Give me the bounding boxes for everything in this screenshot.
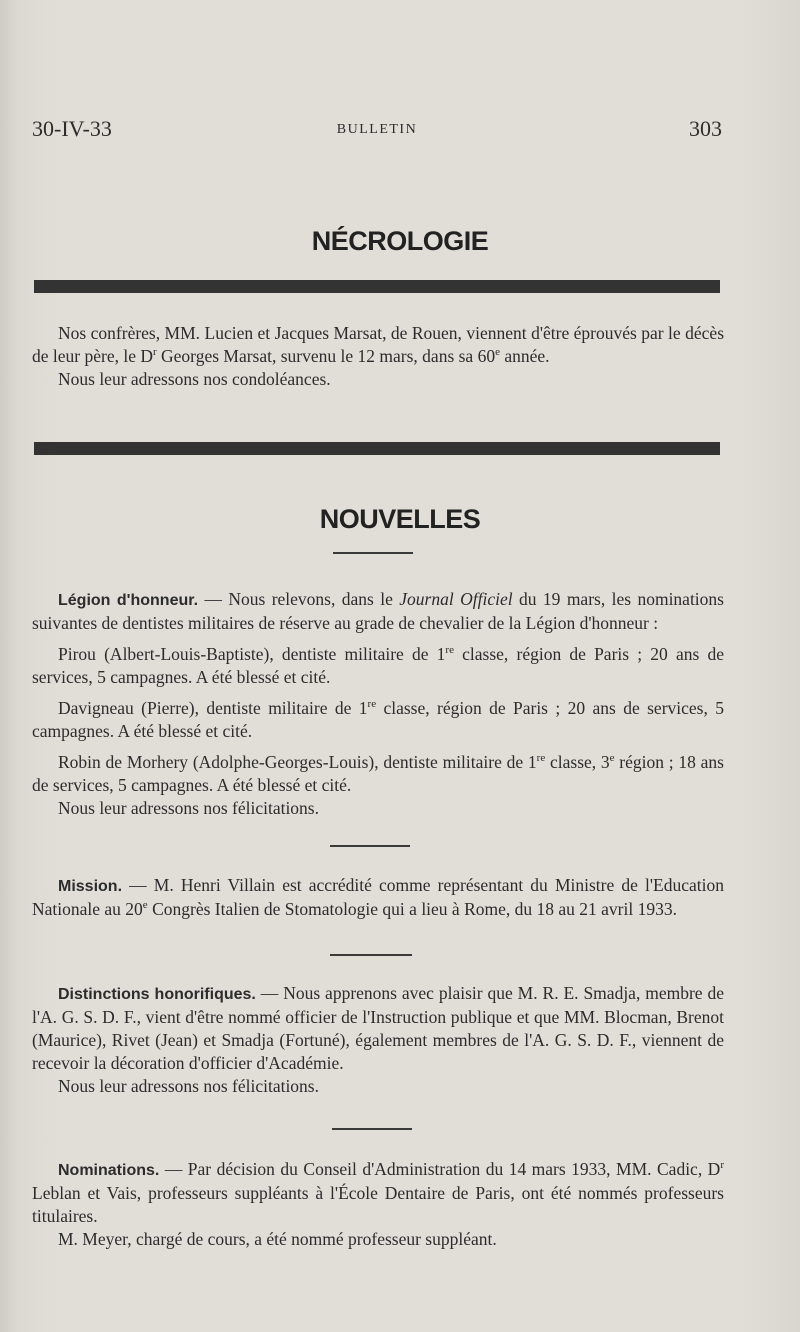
- short-rule: [330, 845, 410, 847]
- issue-date: 30-IV-33: [32, 116, 112, 141]
- divider-bar: [34, 280, 720, 293]
- nominations-section: [32, 1158, 724, 1251]
- legion-entry-pirou: Pirou (Albert-Louis-Baptiste), dentiste militaire de 1re classe, région de Paris ; 20 ans de services, 5 campagnes. A été blessé et cité.: [32, 644, 725, 687]
- short-rule: [330, 954, 412, 956]
- legion-intro: Légion d'honneur. — Nous relevons, dans le Journal Officiel du 19 mars, les nominations suivantes de dentistes militaires de réserve au grade de chevalier de la Légion d'honneur :: [32, 589, 724, 633]
- necrologie-title: NÉCROLOGIE: [311, 226, 489, 256]
- short-rule: [332, 1128, 412, 1130]
- nouvelles-title: NOUVELLES: [319, 504, 481, 534]
- legion-section: [32, 588, 724, 820]
- distinctions-section: [32, 982, 724, 1098]
- necrologie-body: [32, 322, 724, 391]
- legion-closing: Nous leur adressons nos félicitations.: [58, 798, 319, 818]
- legion-entry-robin: Robin de Morhery (Adolphe-Georges-Louis), dentiste militaire de 1re classe, 3e région ; 18 ans de services, 5 campagnes. A été blessé et cité.: [32, 752, 724, 795]
- mission-paragraph: Mission. — M. Henri Villain est accrédité comme représentant du Ministre de l'Education Nationale au 20e Congrès Italien de Stomatologie qui a lieu à Rome, du 18 au 21 avril 1933.: [32, 875, 724, 919]
- distinctions-paragraph: Distinctions honorifiques. — Nous apprenons avec plaisir que M. R. E. Smadja, membre de l'A. G. S. D. F., vient d'être nommé officier de l'Instruction publique et que MM. Blocman, Brenot (Maurice), Rivet (Jean) et Smadja (Fortuné), également membres de l'A. G. S. D. F., viennent de recevoir la décoration d'officier d'Académie.: [32, 983, 724, 1073]
- nominations-paragraph: Nominations. — Par décision du Conseil d'Administration du 14 mars 1933, MM. Cadic, $D^r$ Leblan et Vais, professeurs suppléants à l'École Dentaire de Paris, ont été nommés professeurs titulaires.: [32, 1159, 724, 1226]
- legion-entry-davigneau: Davigneau (Pierre), dentiste militaire de 1re classe, région de Paris ; 20 ans de services, 5 campagnes. A été blessé et cité.: [32, 698, 724, 741]
- distinctions-closing: Nous leur adressons nos félicitations.: [58, 1076, 319, 1096]
- journal-name: BULLETIN: [336, 122, 418, 137]
- divider-bar: [34, 442, 720, 455]
- mission-section: [32, 874, 724, 921]
- necrologie-condolences: Nous leur adressons nos condoléances.: [58, 369, 331, 389]
- page-number: 303: [689, 116, 722, 141]
- running-header: [32, 116, 722, 146]
- necrologie-paragraph: Nos confrères, MM. Lucien et Jacques Marsat, de Rouen, viennent d'être éprouvés par le décès de leur père, le $D^r$ Georges Marsat, survenu le 12 mars, dans sa 60e année.: [32, 323, 724, 366]
- short-rule: [333, 552, 413, 554]
- nominations-meyer: M. Meyer, chargé de cours, a été nommé professeur suppléant.: [58, 1229, 497, 1249]
